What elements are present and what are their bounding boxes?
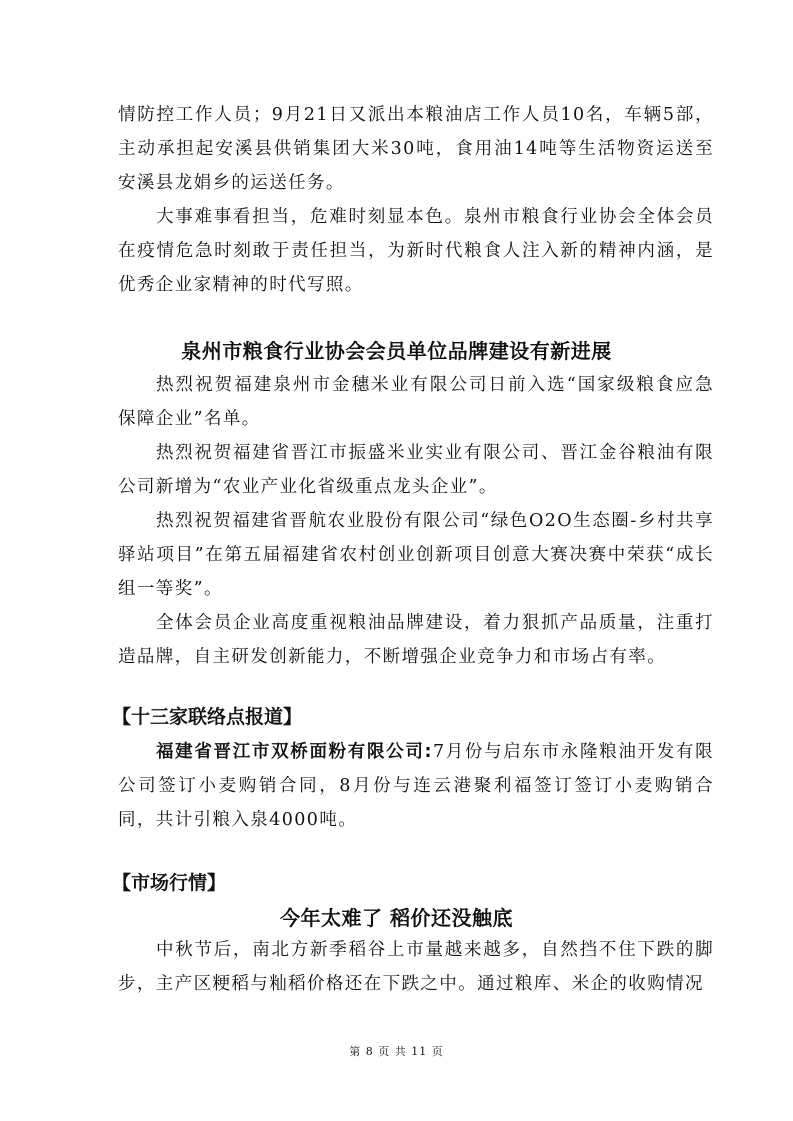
intro-paragraph-1: 情防控工作人员；9月21日又派出本粮油店工作人员10名，车辆5部，主动承担起安溪县供销集团大米30吨，食用油14吨等生活物资运送至安溪县龙娟乡的运送任务。 bbox=[118, 105, 714, 193]
market-section-header: 【市场行情】 bbox=[112, 872, 227, 894]
liaison-company-name: 福建省晋江市双桥面粉有限公司: bbox=[156, 742, 433, 762]
market-article-title: 今年太难了 稻价还没触底 bbox=[280, 906, 513, 930]
intro-paragraph-2: 大事难事看担当，危难时刻显本色。泉州市粮食行业协会全体会员在疫情危急时刻敢于责任担当，为新时代粮食人注入新的精神内涵，是优秀企业家精神的时代写照。 bbox=[118, 207, 714, 295]
liaison-report-text: 7月份与启东市永隆粮油开发有限公司签订小麦购销合同，8月份与连云港聚利福签订签订小麦购销合同，共计引粮入泉4000吨。 bbox=[118, 742, 715, 830]
brand-paragraph-1: 热烈祝贺福建泉州市金穗米业有限公司日前入选“国家级粮食应急保障企业”名单。 bbox=[118, 375, 714, 429]
brand-section-title: 泉州市粮食行业协会会员单位品牌建设有新进展 bbox=[181, 339, 612, 363]
brand-paragraph-4: 全体会员企业高度重视粮油品牌建设，着力狠抓产品质量，注重打造品牌，自主研发创新能力，不断增强企业竞争力和市场占有率。 bbox=[118, 613, 714, 667]
brand-paragraph-3: 热烈祝贺福建省晋航农业股份有限公司“绿色O2O生态圈-乡村共享驿站项目”在第五届福建省农村创业创新项目创意大赛决赛中荣获“成长组一等奖”。 bbox=[118, 511, 714, 599]
market-paragraph-1: 中秋节后，南北方新季稻谷上市量越来越多，自然挡不住下跌的脚步，主产区粳稻与籼稻价格还在下跌之中。通过粮库、米企的收购情况 bbox=[118, 940, 714, 994]
liaison-section-header: 【十三家联络点报道】 bbox=[112, 706, 303, 728]
brand-paragraph-2: 热烈祝贺福建省晋江市振盛米业实业有限公司、晋江金谷粮油有限公司新增为“农业产业化省级重点龙头企业”。 bbox=[118, 443, 714, 497]
page-number-footer: 第 8 页 共 11 页 bbox=[349, 1045, 444, 1058]
liaison-paragraph bbox=[118, 735, 714, 837]
